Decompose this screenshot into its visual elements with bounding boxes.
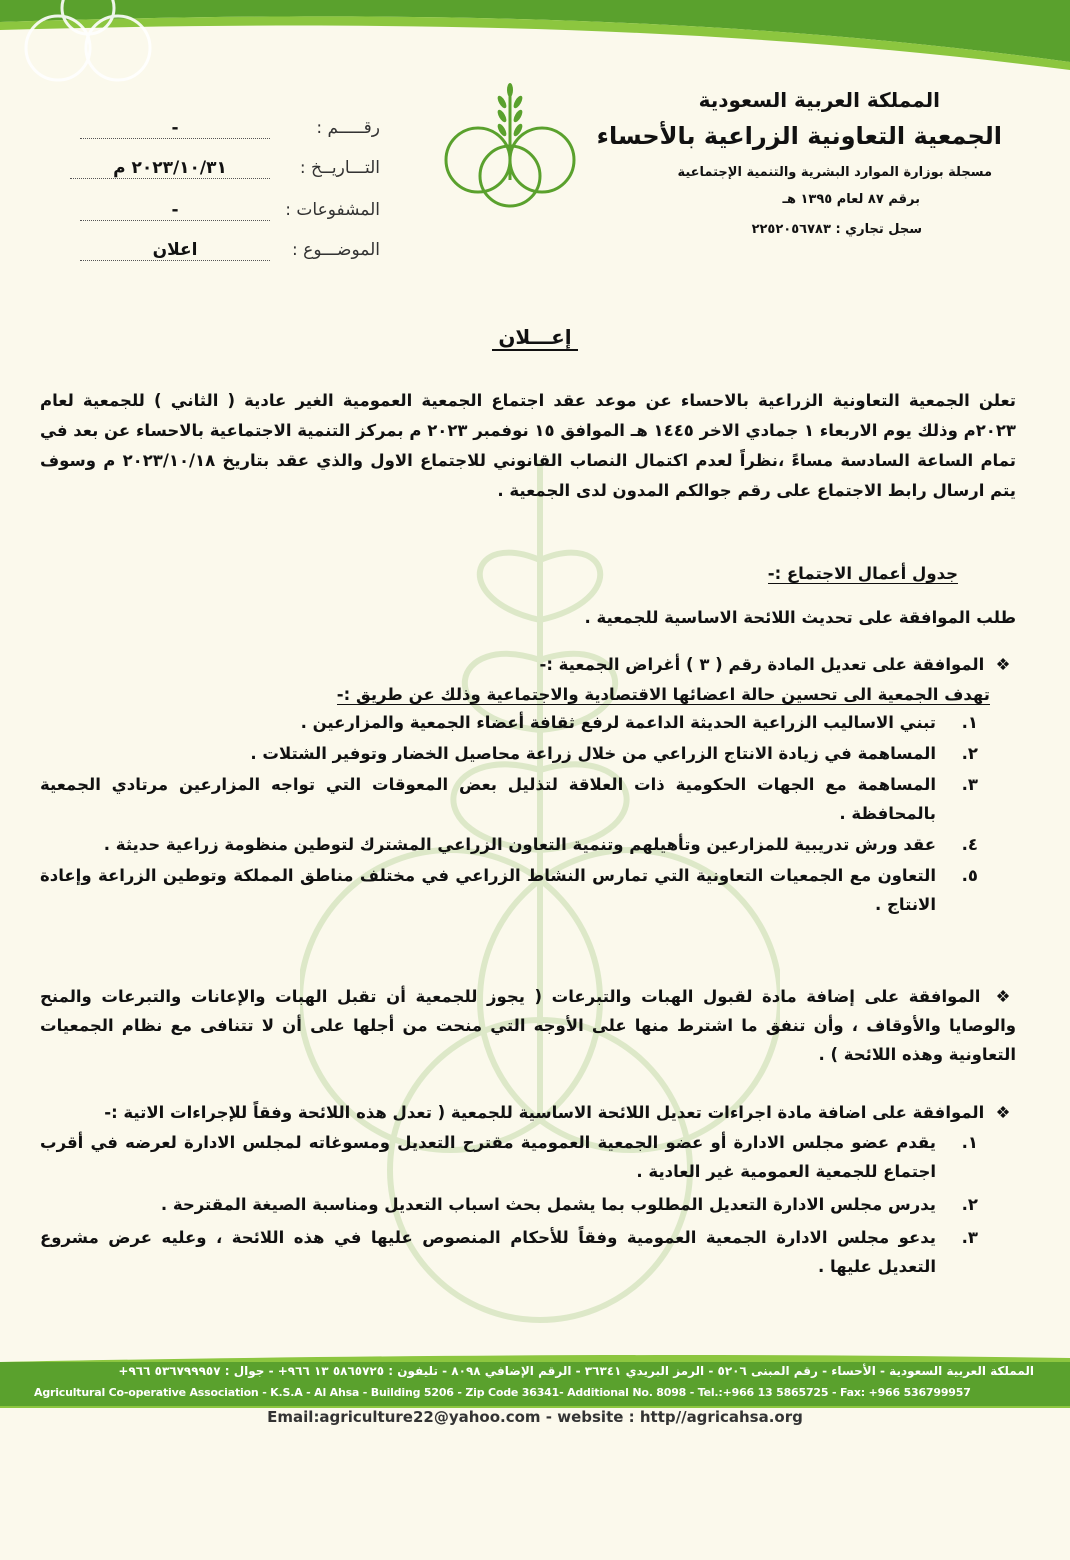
agenda-request: طلب الموافقة على تحديث اللائحة الاساسية للجمعية . <box>584 608 1016 627</box>
list-item <box>40 861 978 919</box>
agenda-item-3 <box>40 1098 1016 1127</box>
list-item-text: المساهمة في زيادة الانتاج الزراعي من خلال زراعة محاصيل الخضار وتوفير الشتلات . <box>250 744 936 763</box>
reference-number-row <box>50 118 380 144</box>
list-item-number: ١. <box>961 1133 978 1152</box>
agenda-item-2-text: الموافقة على إضافة مادة لقبول الهبات والتبرعات ( يجوز للجمعية أن تقبل الهبات والإعانات والتبرعات والمنح والوصايا والأوقاف ، وأن تنفق ما اشترط منها على الأوجه التي منحت من أجلها على أن لا تتنافى مع نظام الجمعيات التعاونية وهذه اللائحة ) . <box>40 987 1016 1064</box>
list-item <box>40 739 978 768</box>
list-item <box>40 1223 978 1281</box>
footer-address-arabic: المملكة العربية السعودية - الأحساء - رقم المبنى ٥٢٠٦ - الرمز البريدي ٣٦٣٤١ - الرقم الإضافي ٨٠٩٨ - تليفون : ٥٨٦٥٧٢٥ ١٣ ٩٦٦+ - جوال : ٥٣٦٧٩٩٩٥٧ ٩٦٦+ <box>118 1364 1034 1378</box>
organization-name: الجمعية التعاونية الزراعية بالأحساء <box>596 122 1002 150</box>
list-item-number: ٥. <box>961 866 978 885</box>
kingdom-name: المملكة العربية السعودية <box>698 88 940 112</box>
footer-contact: Email:agriculture22@yahoo.com - website : http//agricahsa.org <box>0 1408 1070 1426</box>
document-title-text: إعـــلان <box>492 325 577 351</box>
list-item-text: يدرس مجلس الادارة التعديل المطلوب بما يشمل بحث اسباب التعديل ومناسبة الصيغة المقترحة . <box>160 1195 936 1214</box>
association-logo <box>440 80 580 210</box>
footer-address-english: Agricultural Co-operative Association - K.S.A - Al Ahsa - Building 5206 - Zip Code 36341- Additional No. 8098 - Tel.:+966 13 5865725 - Fax: +966 536799957 <box>34 1386 971 1399</box>
diamond-bullet-icon: ❖ <box>995 987 1011 1006</box>
agenda-item-1 <box>40 650 1016 679</box>
date-row <box>50 158 380 184</box>
subject-label: الموضـــوع : <box>292 240 380 260</box>
subject-row <box>50 240 380 266</box>
list-item <box>40 830 978 859</box>
attachments-row <box>50 200 380 226</box>
list-item-text: يقدم عضو مجلس الادارة أو عضو الجمعية العمومية مقترح التعديل ومسوغاته لمجلس الادارة لعرضه في أقرب اجتماع للجمعية العمومية غير العادية . <box>40 1133 936 1181</box>
subject-value: اعلان <box>80 240 270 261</box>
association-goals-list <box>40 708 978 921</box>
list-item <box>40 1128 978 1186</box>
list-item-text: عقد ورش تدريبية للمزارعين وتأهيلهم وتنمية التعاون الزراعي المشترك لتوطين منظومة زراعية حديثة . <box>103 835 936 854</box>
date-label: التـــاريــخ : <box>299 158 380 178</box>
attachments-label: المشفوعات : <box>285 200 380 220</box>
attachments-value: - <box>80 200 270 221</box>
list-item-text: المساهمة مع الجهات الحكومية ذات العلاقة لتذليل بعض المعوقات التي تواجه المزارعين مرتادي الجمعية بالمحافظة . <box>40 775 936 823</box>
list-item-number: ٢. <box>961 1195 978 1214</box>
agenda-item-2 <box>40 982 1016 1069</box>
reference-number-label: رقـــــم : <box>316 118 380 138</box>
header-band <box>0 0 1070 92</box>
commercial-register: سجل تجاري : ٢٢٥٢٠٥٦٧٨٣ <box>751 222 922 237</box>
document-title <box>0 325 1070 349</box>
list-item <box>40 708 978 737</box>
list-item-text: يدعو مجلس الادارة الجمعية العمومية وفقاً للأحكام المنصوص عليها في هذه اللائحة ، وعليه عرض مشروع التعديل عليها . <box>40 1228 936 1276</box>
agenda-item-3-text: الموافقة على اضافة مادة اجراءات تعديل اللائحة الاساسية للجمعية ( تعدل هذه اللائحة وفقاً للإجراءات الاتية :- <box>104 1103 985 1122</box>
agenda-heading: جدول أعمال الاجتماع :- <box>767 564 958 583</box>
announcement-paragraph: تعلن الجمعية التعاونية الزراعية بالاحساء عن موعد عقد اجتماع الجمعية العمومية الغير عادية ( الثاني ) للجمعية لعام ٢٠٢٣م وذلك يوم الاربعاء ١ جمادي الاخر ١٤٤٥ هـ الموافق ١٥ نوفمبر ٢٠٢٣ م بمركز التنمية الاجتماعية بالاحساء عن بعد في تمام الساعة السادسة مساءً ،نظراً لعدم اكتمال النصاب القانوني للاجتماع الاول والذي عقد بتاريخ ٢٠٢٣/١٠/١٨ م وسوف يتم ارسال رابط الاجتماع على رقم جوالكم المدون لدى الجمعية . <box>40 391 1016 500</box>
reference-number-value: - <box>80 118 270 139</box>
registration-number: برقم ٨٧ لعام ١٣٩٥ هـ <box>782 192 920 207</box>
amendment-procedures-list <box>40 1128 978 1285</box>
list-item-text: التعاون مع الجمعيات التعاونية التي تمارس النشاط الزراعي في مختلف مناطق المملكة وتوطين الزراعة وإعادة الانتاج . <box>40 866 936 914</box>
list-item-number: ٣. <box>961 775 978 794</box>
list-item-number: ٢. <box>961 744 978 763</box>
agenda-item-1-subheading <box>40 680 990 709</box>
agenda-item-1-text: الموافقة على تعديل المادة رقم ( ٣ ) أغراض الجمعية :- <box>539 655 985 674</box>
list-item-text: تبني الاساليب الزراعية الحديثة الداعمة لرفع ثقافة أعضاء الجمعية والمزارعين . <box>300 713 936 732</box>
date-value: ٢٠٢٣/١٠/٣١ م <box>70 158 270 179</box>
list-item-number: ٤. <box>961 835 978 854</box>
diamond-bullet-icon: ❖ <box>995 655 1011 674</box>
list-item <box>40 770 978 828</box>
agenda-item-1-subheading-text: تهدف الجمعية الى تحسين حالة اعضائها الاقتصادية والاجتماعية وذلك عن طريق :- <box>336 685 990 704</box>
list-item-number: ١. <box>961 713 978 732</box>
list-item <box>40 1190 978 1219</box>
diamond-bullet-icon: ❖ <box>995 1103 1011 1122</box>
list-item-number: ٣. <box>961 1228 978 1247</box>
registration-line: مسجلة بوزارة الموارد البشرية والتنمية الإجتماعية <box>677 165 992 180</box>
